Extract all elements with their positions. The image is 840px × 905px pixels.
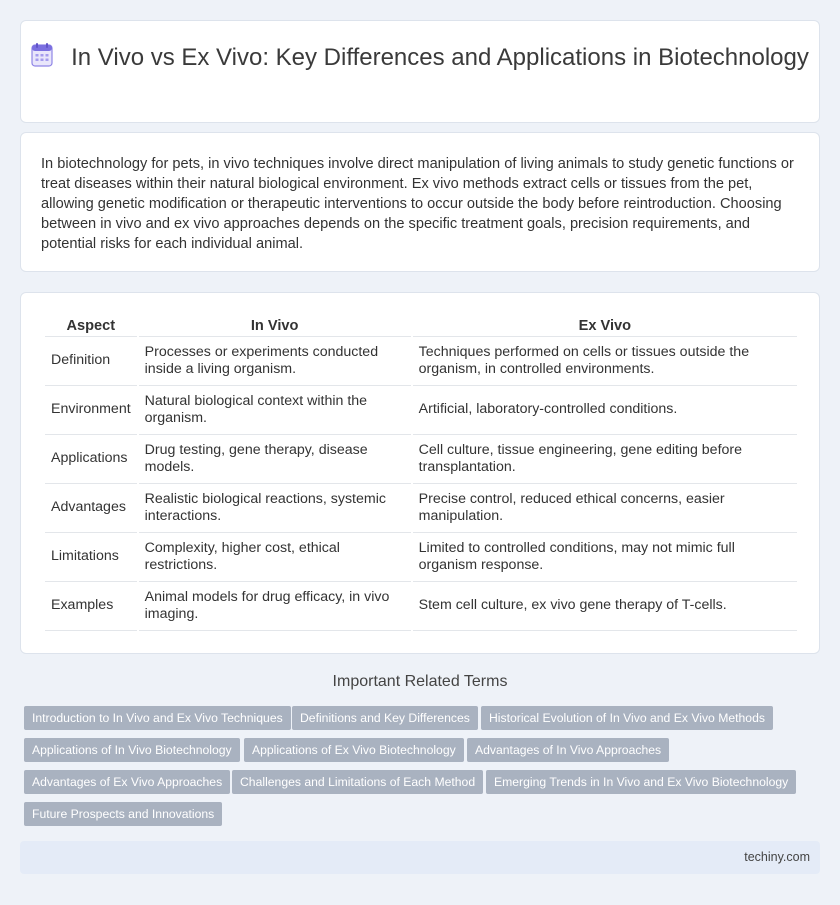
row-ex-vivo: Limited to controlled conditions, may not mimic full organism response. <box>413 533 797 582</box>
related-term-tag[interactable]: Applications of In Vivo Biotechnology <box>24 738 240 762</box>
row-aspect: Examples <box>45 582 137 631</box>
related-term-tag[interactable]: Emerging Trends in In Vivo and Ex Vivo Biotechnology <box>486 770 796 794</box>
page-title-wrap <box>21 43 819 73</box>
comparison-table <box>43 315 799 631</box>
intro-card <box>20 132 820 272</box>
row-in-vivo: Animal models for drug efficacy, in vivo imaging. <box>139 582 411 631</box>
table-row <box>45 582 797 631</box>
table-row <box>45 484 797 533</box>
row-ex-vivo: Stem cell culture, ex vivo gene therapy of T-cells. <box>413 582 797 631</box>
row-ex-vivo: Artificial, laboratory-controlled conditions. <box>413 386 797 435</box>
row-in-vivo: Realistic biological reactions, systemic interactions. <box>139 484 411 533</box>
row-in-vivo: Complexity, higher cost, ethical restrictions. <box>139 533 411 582</box>
row-aspect: Environment <box>45 386 137 435</box>
related-term-tag[interactable]: Introduction to In Vivo and Ex Vivo Techniques <box>24 706 291 730</box>
intro-paragraph: In biotechnology for pets, in vivo techniques involve direct manipulation of living animals to study genetic functions or treat diseases within their natural biological environment. Ex vivo methods extract cells or tissues from the pet, allowing genetic modification or therapeutic interventions to occur outside the body before reintroduction. Choosing between in vivo and ex vivo approaches depends on the specific treatment goals, precision requirements, and potential risks for each individual animal. <box>41 156 794 252</box>
calendar-icon <box>31 43 53 67</box>
table-row <box>45 533 797 582</box>
table-row <box>45 435 797 484</box>
related-term-tag[interactable]: Historical Evolution of In Vivo and Ex Vivo Methods <box>481 706 773 730</box>
row-ex-vivo: Precise control, reduced ethical concerns, easier manipulation. <box>413 484 797 533</box>
column-header-aspect: Aspect <box>45 315 137 337</box>
row-ex-vivo: Cell culture, tissue engineering, gene editing before transplantation. <box>413 435 797 484</box>
related-term-tag[interactable]: Applications of Ex Vivo Biotechnology <box>244 738 464 762</box>
footer <box>20 841 820 874</box>
page-title: In Vivo vs Ex Vivo: Key Differences and Applications in Biotechnology <box>71 44 809 71</box>
related-term-tag[interactable]: Advantages of Ex Vivo Approaches <box>24 770 230 794</box>
row-aspect: Advantages <box>45 484 137 533</box>
row-in-vivo: Drug testing, gene therapy, disease models. <box>139 435 411 484</box>
related-term-tag[interactable]: Definitions and Key Differences <box>292 706 478 730</box>
footer-brand[interactable]: techiny.com <box>744 850 810 864</box>
table-row <box>45 386 797 435</box>
related-term-tag[interactable]: Challenges and Limitations of Each Method <box>232 770 483 794</box>
row-ex-vivo: Techniques performed on cells or tissues outside the organism, in controlled environments. <box>413 337 797 386</box>
table-header-row <box>45 315 797 337</box>
related-terms-title: Important Related Terms <box>332 673 508 690</box>
row-aspect: Applications <box>45 435 137 484</box>
row-aspect: Definition <box>45 337 137 386</box>
related-term-tag[interactable]: Future Prospects and Innovations <box>24 802 222 826</box>
row-aspect: Limitations <box>45 533 137 582</box>
header-card <box>20 20 820 123</box>
row-in-vivo: Natural biological context within the organism. <box>139 386 411 435</box>
comparison-table-card <box>20 292 820 654</box>
column-header-ex-vivo: Ex Vivo <box>413 315 797 337</box>
related-term-tag[interactable]: Advantages of In Vivo Approaches <box>467 738 669 762</box>
row-in-vivo: Processes or experiments conducted inside a living organism. <box>139 337 411 386</box>
table-row <box>45 337 797 386</box>
column-header-in-vivo: In Vivo <box>139 315 411 337</box>
